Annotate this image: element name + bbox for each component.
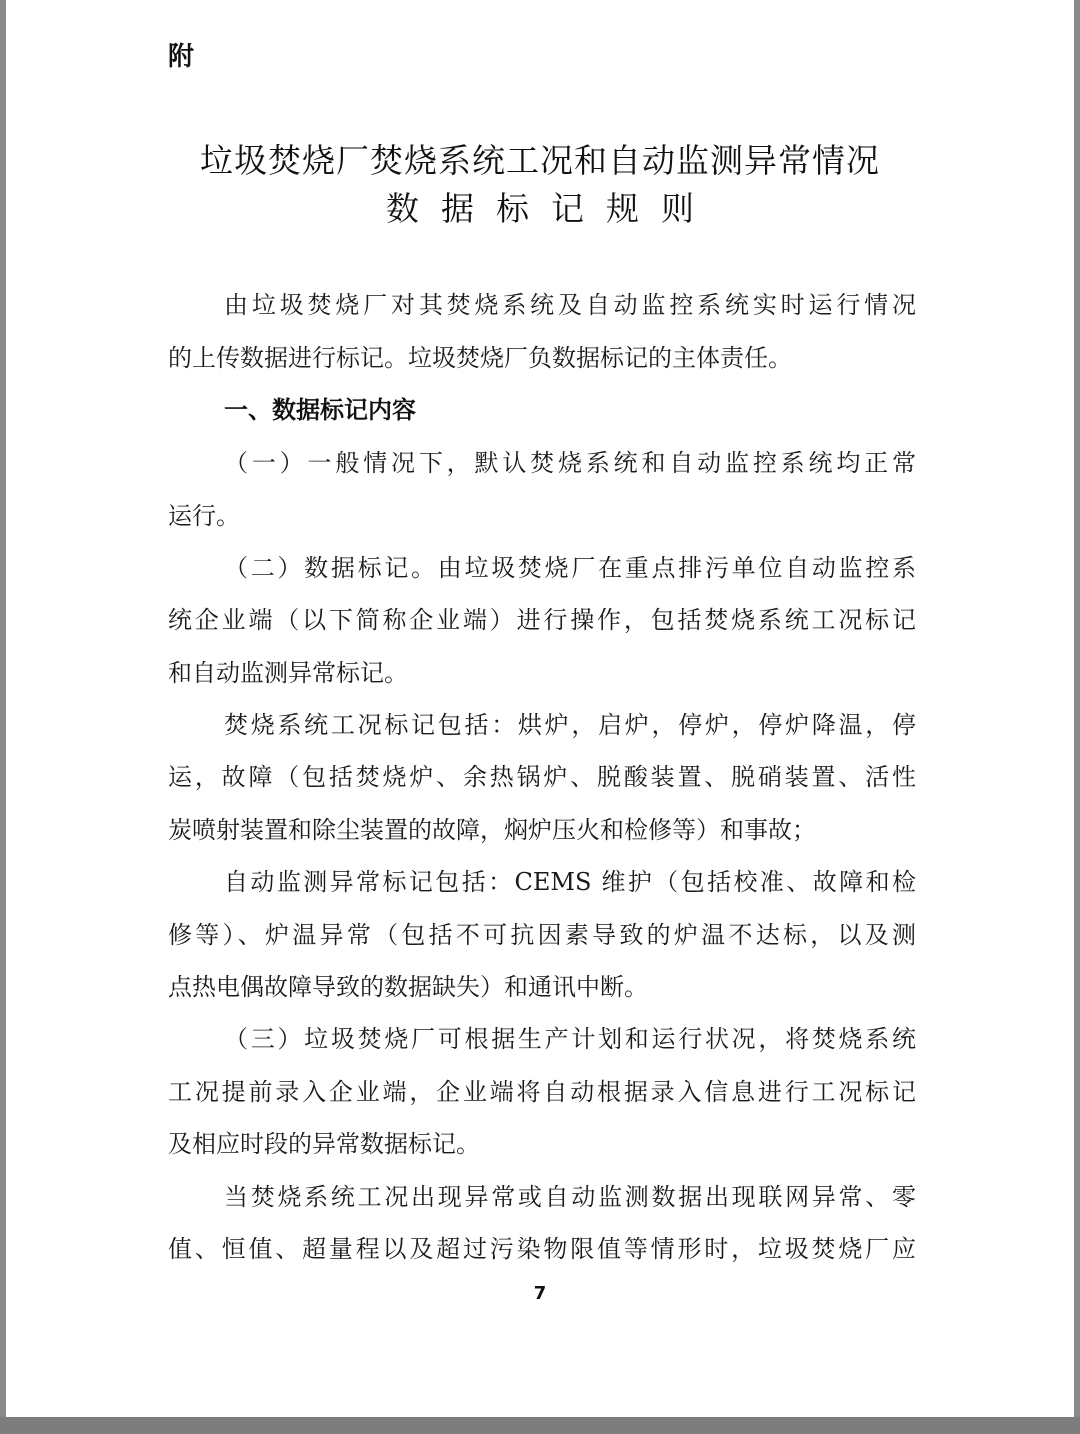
item2-line-2: 统企业端（以下简称企业端）进行操作，包括焚烧系统工况标记 xyxy=(168,606,916,634)
annex-label: 附 xyxy=(168,42,195,72)
item2-line-1: （二）数据标记。由垃圾焚烧厂在重点排污单位自动监控系 xyxy=(224,554,916,582)
intro-line-2: 的上传数据进行标记。垃圾焚烧厂负数据标记的主体责任。 xyxy=(168,344,792,372)
monitoring-line-2: 修等）、炉温异常（包括不可抗因素导致的炉温不达标，以及测 xyxy=(168,921,916,949)
item2-line-3: 和自动监测异常标记。 xyxy=(168,659,408,687)
item3-line-3: 及相应时段的异常数据标记。 xyxy=(168,1130,480,1158)
page-number: 7 xyxy=(533,1283,547,1304)
monitoring-line-1: 自动监测异常标记包括：CEMS 维护（包括校准、故障和检 xyxy=(224,868,916,896)
conditions-line-1: 焚烧系统工况标记包括：烘炉，启炉，停炉，停炉降温，停 xyxy=(224,711,916,739)
conditions-line-3: 炭喷射装置和除尘装置的故障，焖炉压火和检修等）和事故； xyxy=(168,816,816,844)
monitoring-line-3: 点热电偶故障导致的数据缺失）和通讯中断。 xyxy=(168,973,648,1001)
item1-line-2: 运行。 xyxy=(168,502,240,530)
item3-line-2: 工况提前录入企业端，企业端将自动根据录入信息进行工况标记 xyxy=(168,1078,916,1106)
abnormal-line-1: 当焚烧系统工况出现异常或自动监测数据出现联网异常、零 xyxy=(224,1183,916,1211)
intro-line-1: 由垃圾焚烧厂对其焚烧系统及自动监控系统实时运行情况 xyxy=(224,291,916,319)
conditions-line-2: 运，故障（包括焚烧炉、余热锅炉、脱酸装置、脱硝装置、活性 xyxy=(168,763,916,791)
item1-line-1: （一）一般情况下，默认焚烧系统和自动监控系统均正常 xyxy=(224,449,916,477)
item3-line-1: （三）垃圾焚烧厂可根据生产计划和运行状况，将焚烧系统 xyxy=(224,1025,916,1053)
document-page xyxy=(6,0,1074,1417)
document-title-line-1: 垃圾焚烧厂焚烧系统工况和自动监测异常情况 xyxy=(200,141,880,180)
section-heading: 一、数据标记内容 xyxy=(224,396,416,424)
viewer-bottom-bar xyxy=(0,1417,1080,1434)
document-title-line-2: 数据标记规则 xyxy=(386,189,716,228)
abnormal-line-2: 值、恒值、超量程以及超过污染物限值等情形时，垃圾焚烧厂应 xyxy=(168,1235,916,1263)
